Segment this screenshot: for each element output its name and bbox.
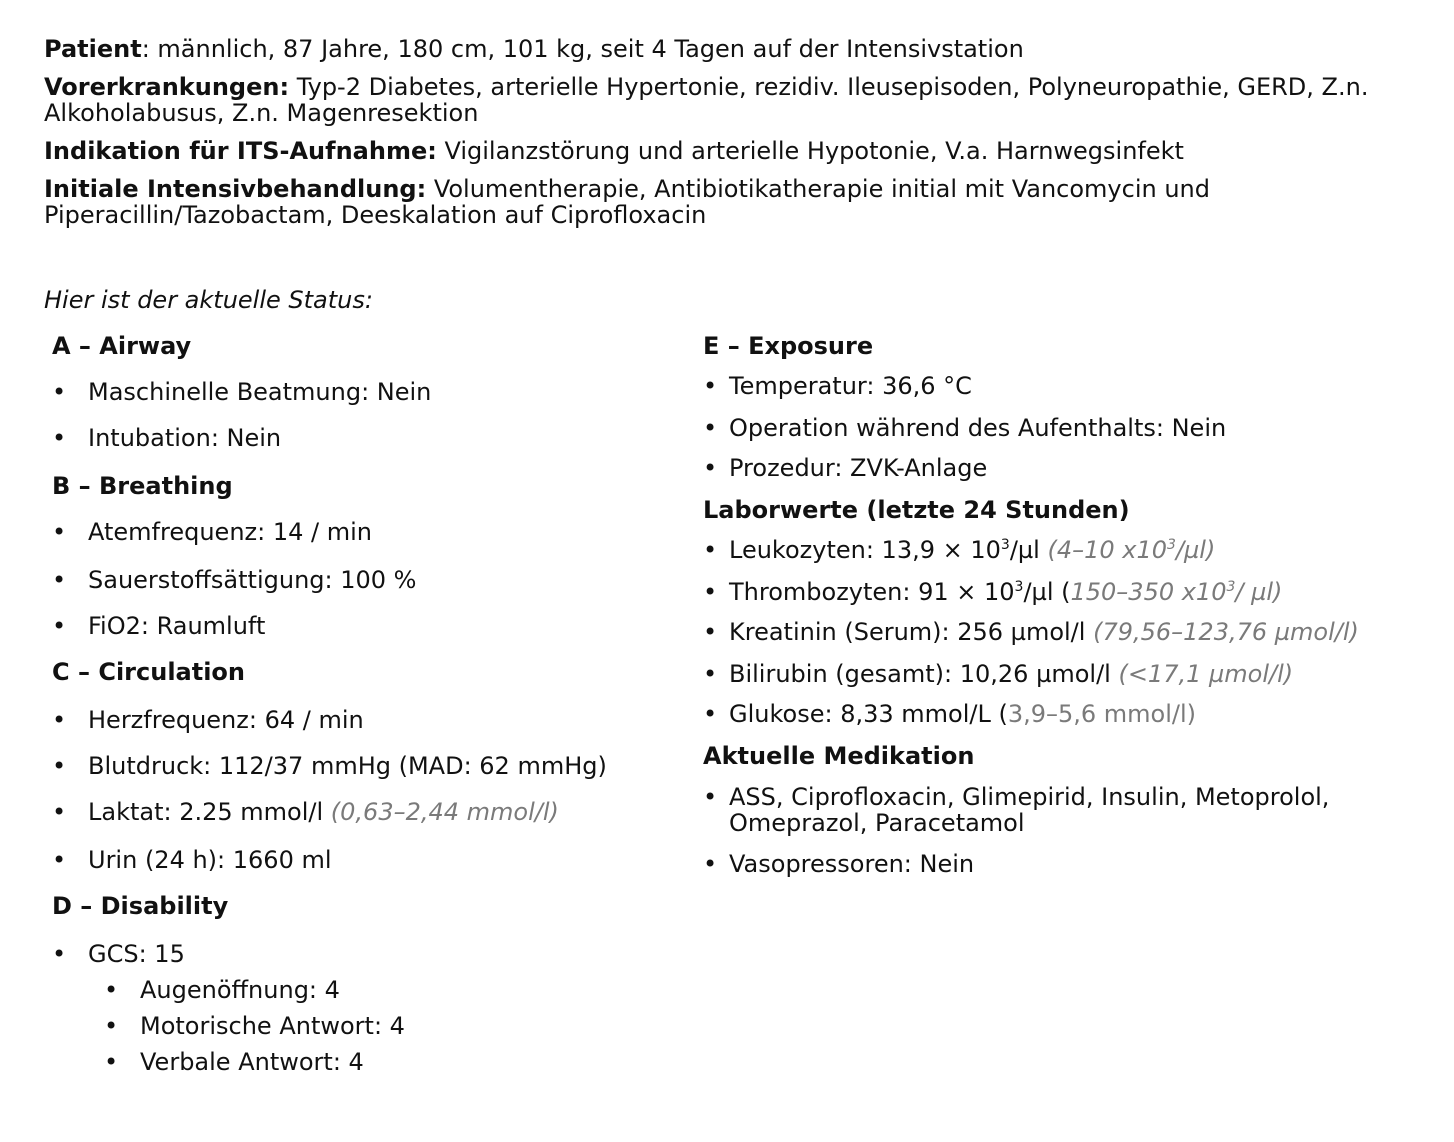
bullet-icon: •	[703, 414, 718, 442]
bullet-icon: •	[52, 752, 67, 780]
list-item	[52, 518, 372, 546]
item-text: Urin (24 h): 1660 ml	[88, 846, 332, 874]
laktat-reference: (0,63–2,44 mmol/l)	[330, 798, 559, 826]
list-item	[703, 618, 1359, 646]
list-item	[703, 454, 987, 482]
exposure-title: E – Exposure	[703, 332, 874, 360]
list-item	[52, 752, 607, 780]
sub-list-item	[104, 1048, 364, 1076]
item-text: Temperatur: 36,6 °C	[729, 372, 972, 400]
bullet-icon: •	[703, 578, 718, 606]
item-text: Operation während des Aufenthalts: Nein	[729, 414, 1227, 442]
bullet-icon: •	[52, 706, 67, 734]
bullet-icon: •	[703, 618, 718, 646]
item-text: Maschinelle Beatmung: Nein	[88, 378, 432, 406]
krea-value: Kreatinin (Serum): 256 µmol/l	[729, 618, 1094, 646]
bullet-icon: •	[703, 700, 718, 728]
leuko-exponent: 3	[1000, 537, 1010, 553]
list-item	[52, 378, 431, 406]
list-item	[703, 700, 1196, 728]
item-text: Augenöffnung: 4	[140, 976, 340, 1004]
list-item	[703, 536, 1215, 564]
patient-line	[44, 36, 1424, 62]
patient-label: Patient	[44, 35, 142, 63]
item-text: Intubation: Nein	[88, 424, 282, 452]
item-text: Herzfrequenz: 64 / min	[88, 706, 364, 734]
list-item	[52, 798, 559, 826]
bullet-icon: •	[703, 372, 718, 400]
medikation-title: Aktuelle Medikation	[703, 742, 975, 770]
bullet-icon: •	[52, 424, 67, 452]
initiale-line	[44, 176, 1274, 228]
bullet-icon: •	[52, 940, 67, 968]
gluk-reference: 3,9–5,6 mmol/l)	[1007, 700, 1197, 728]
labor-title: Laborwerte (letzte 24 Stunden)	[703, 496, 1130, 524]
bullet-icon: •	[104, 1012, 119, 1040]
vorerkrankungen-line	[44, 74, 1424, 126]
item-text: Sauerstoffsättigung: 100 %	[88, 566, 417, 594]
indikation-line	[44, 138, 1424, 164]
list-item	[703, 578, 1282, 606]
patient-header	[44, 36, 1424, 240]
item-text: FiO2: Raumluft	[88, 612, 266, 640]
bullet-icon: •	[703, 454, 718, 482]
vorerkrankungen-text: Typ-2 Diabetes, arterielle Hypertonie, rezidiv. Ileusepisoden, Polyneuropathie, GERD, Z.n. Alkoholabusus, Z.n. Magenresektion	[44, 73, 1369, 127]
bullet-icon: •	[52, 798, 67, 826]
item-text: Vasopressoren: Nein	[729, 850, 975, 878]
bullet-icon: •	[703, 783, 718, 811]
item-text: Verbale Antwort: 4	[140, 1048, 364, 1076]
thrombo-unit: /µl (	[1023, 578, 1071, 606]
list-item	[52, 424, 281, 452]
laktat-value: Laktat: 2.25 mmol/l	[88, 798, 331, 826]
thrombo-reference: 150–350 $x10^3/$ µl)	[1070, 578, 1283, 606]
leuko-unit: /µl	[1009, 536, 1048, 564]
vorerkrankungen-label: Vorerkrankungen:	[44, 73, 290, 101]
list-item	[703, 850, 974, 878]
krea-reference: (79,56–123,76 µmol/l)	[1093, 618, 1359, 646]
sub-list-item	[104, 976, 340, 1004]
list-item	[703, 372, 972, 400]
bullet-icon: •	[52, 566, 67, 594]
list-item	[52, 846, 332, 874]
airway-title: A – Airway	[52, 332, 192, 360]
indikation-text: Vigilanzstörung und arterielle Hypotonie, V.a. Harnwegsinfekt	[436, 137, 1184, 165]
status-intro: Hier ist der aktuelle Status:	[44, 286, 373, 314]
bullet-icon: •	[703, 536, 718, 564]
list-item	[52, 706, 364, 734]
bili-value: Bilirubin (gesamt): 10,26 µmol/l	[729, 660, 1119, 688]
initiale-label: Initiale Intensivbehandlung:	[44, 175, 427, 203]
list-item	[52, 940, 185, 968]
bullet-icon: •	[703, 660, 718, 688]
indikation-label: Indikation für ITS-Aufnahme:	[44, 137, 437, 165]
list-item	[703, 784, 1409, 836]
bili-reference: (<17,1 µmol/l)	[1118, 660, 1294, 688]
item-text: GCS: 15	[88, 940, 185, 968]
list-item	[52, 566, 416, 594]
list-item	[703, 414, 1226, 442]
list-item	[703, 660, 1293, 688]
patient-text: : männlich, 87 Jahre, 180 cm, 101 kg, seit 4 Tagen auf der Intensivstation	[141, 35, 1024, 63]
bullet-icon: •	[52, 612, 67, 640]
initiale-text: Volumentherapie, Antibiotikatherapie initial mit Vancomycin und Piperacillin/Tazobactam, Deeskalation auf Ciprofloxacin	[44, 175, 1210, 229]
leuko-reference: (4–10 $x10^3/\mu l$)	[1047, 536, 1216, 564]
thrombo-value: Thrombozyten: 91 × 10	[729, 578, 1015, 606]
sub-list-item	[104, 1012, 405, 1040]
circulation-title: C – Circulation	[52, 658, 246, 686]
list-item	[52, 612, 265, 640]
thrombo-exponent: 3	[1014, 579, 1024, 595]
disability-title: D – Disability	[52, 892, 229, 920]
bullet-icon: •	[52, 846, 67, 874]
bullet-icon: •	[104, 976, 119, 1004]
bullet-icon: •	[52, 378, 67, 406]
bullet-icon: •	[52, 518, 67, 546]
item-text: Prozedur: ZVK-Anlage	[729, 454, 988, 482]
item-text: Atemfrequenz: 14 / min	[88, 518, 372, 546]
bullet-icon: •	[104, 1048, 119, 1076]
bullet-icon: •	[703, 850, 718, 878]
gluk-value: Glukose: 8,33 mmol/L (	[729, 700, 1008, 728]
breathing-title: B – Breathing	[52, 472, 233, 500]
item-text: ASS, Ciprofloxacin, Glimepirid, Insulin, Metoprolol, Omeprazol, Paracetamol	[729, 783, 1330, 837]
item-text: Blutdruck: 112/37 mmHg (MAD: 62 mmHg)	[88, 752, 607, 780]
item-text: Motorische Antwort: 4	[140, 1012, 405, 1040]
leuko-value: Leukozyten: 13,9 × 10	[729, 536, 1001, 564]
